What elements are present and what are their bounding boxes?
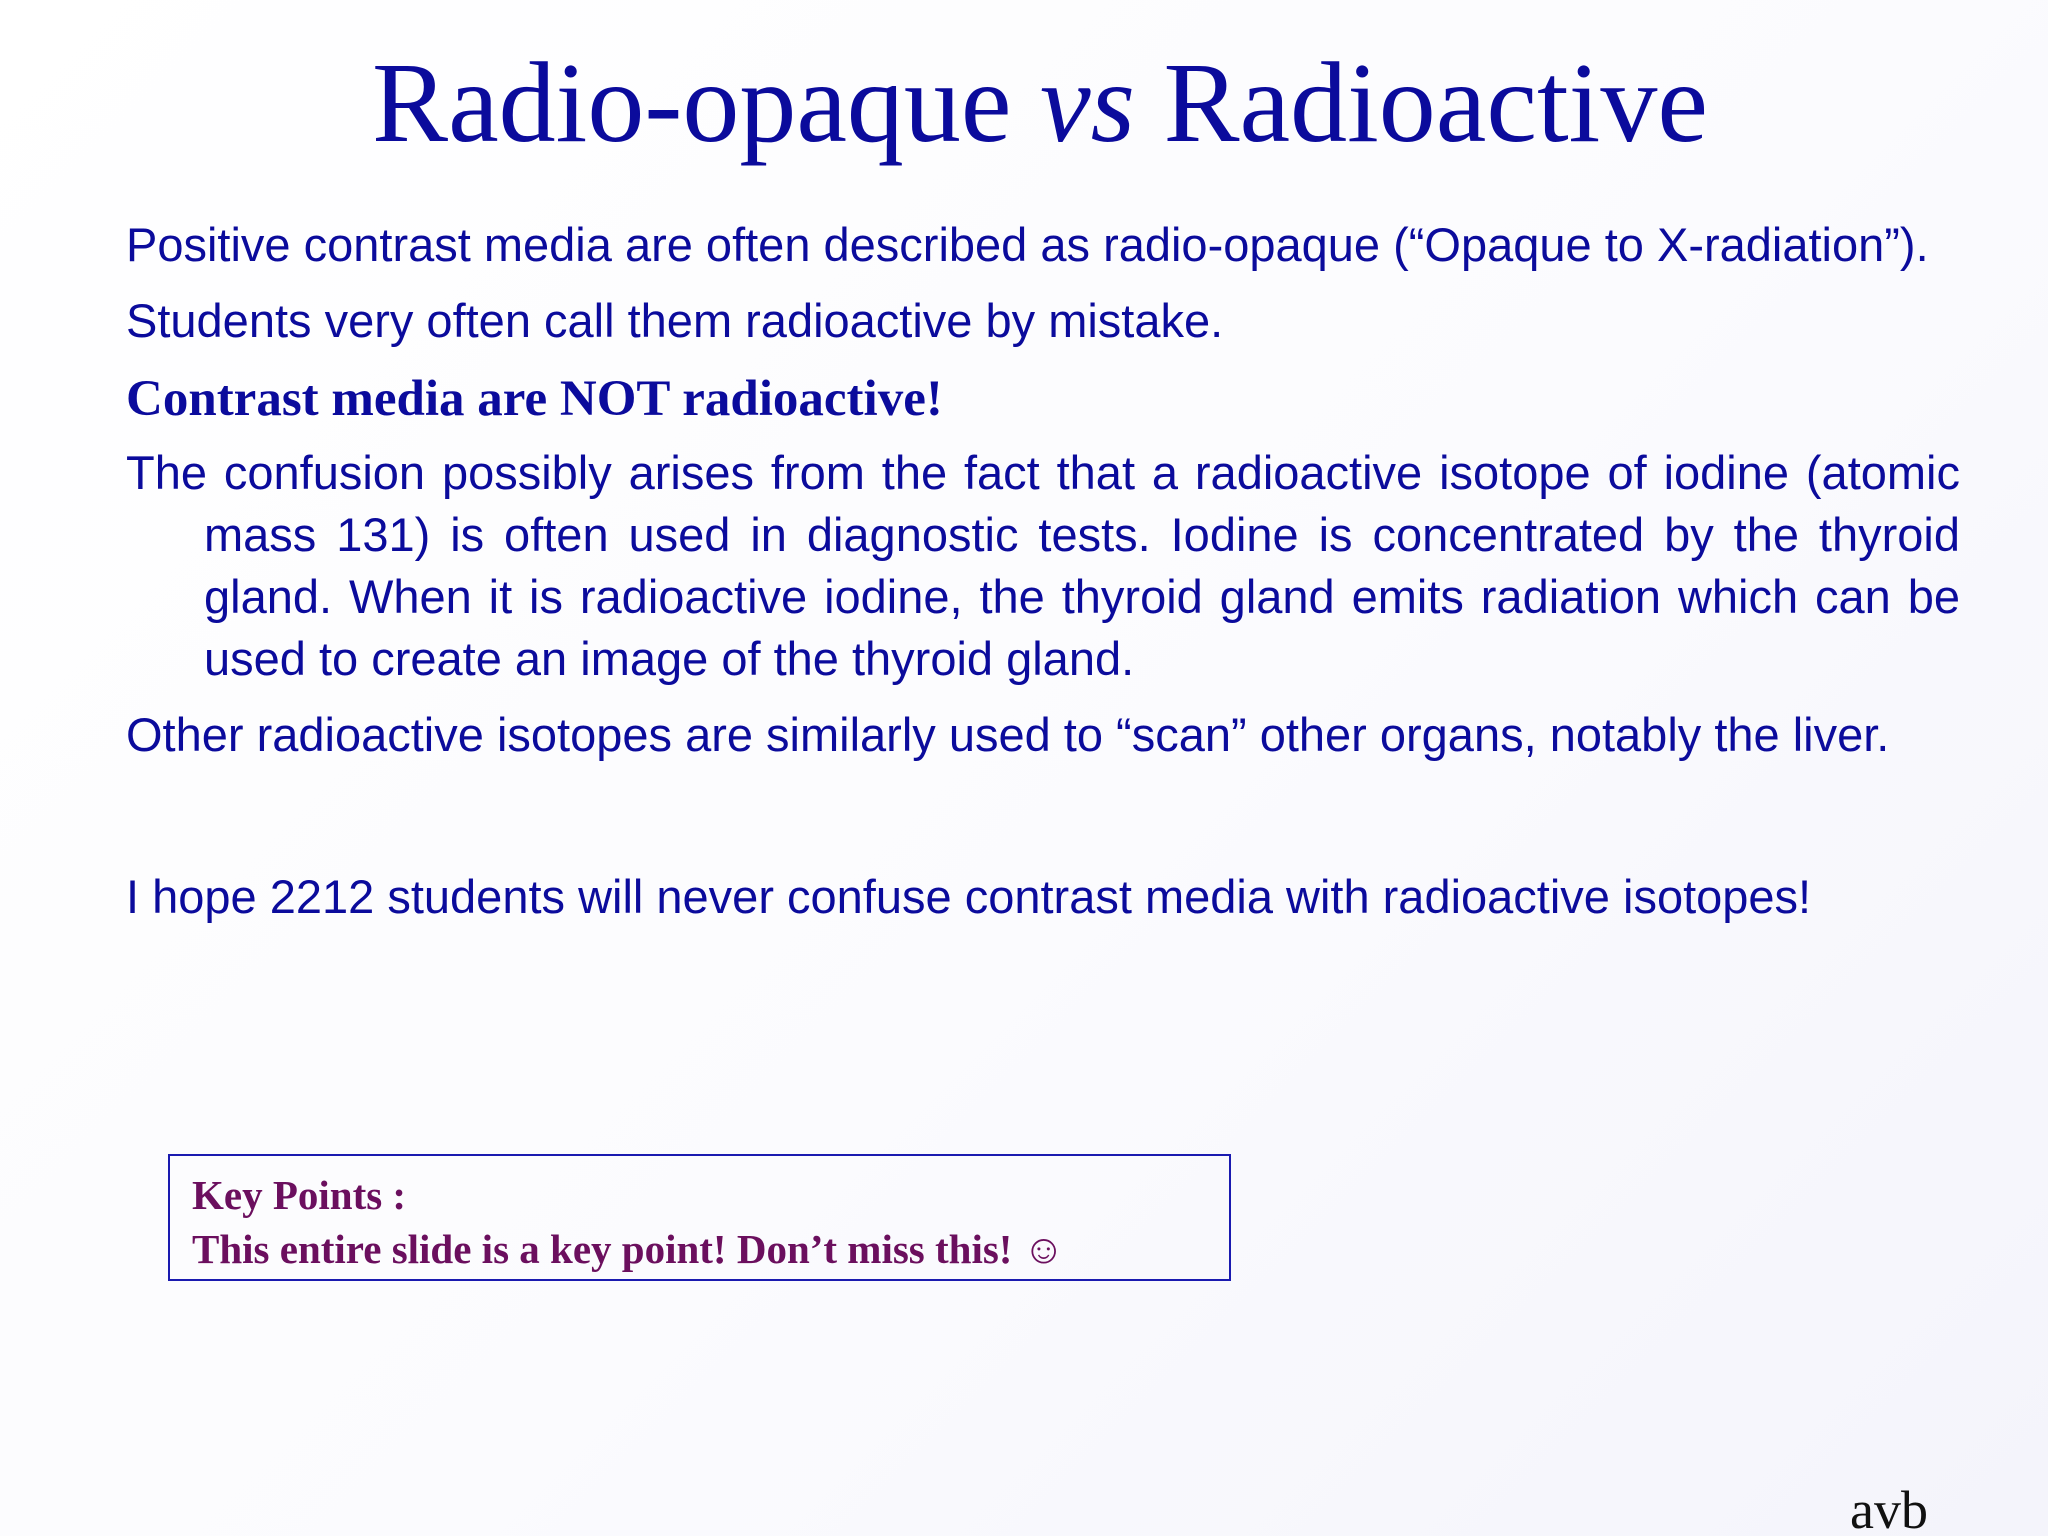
paragraph-not-radioactive: Contrast media are NOT radioactive!: [126, 371, 943, 427]
paragraph-other-isotopes: Other radioactive isotopes are similarly used to “scan” other organs, notably the liver.: [126, 708, 1890, 761]
author-initials: avb: [1850, 1480, 1928, 1536]
title-italic: vs: [1040, 39, 1135, 166]
slide-body: [126, 214, 1960, 942]
slide-title: [0, 38, 2048, 168]
paragraph-radio-opaque: Positive contrast media are often described as radio-opaque (“Opaque to X-radiation”).: [126, 218, 1929, 271]
paragraph-confusion: The confusion possibly arises from the fact that a radioactive isotope of iodine (atomic mass 131) is often used in diagnostic tests. Iodine is concentrated by the thyroid gland. When it is radioactive iodine, the thyroid gland emits radiation which can be used to create an image of the thyroid gland.: [126, 446, 1960, 685]
key-points-heading: Key Points :: [192, 1172, 407, 1218]
key-points-text: This entire slide is a key point! Don’t miss this! ☺: [192, 1226, 1065, 1272]
paragraph-students-mistake: Students very often call them radioactive by mistake.: [126, 294, 1224, 347]
title-part-2: Radioactive: [1134, 39, 1708, 166]
title-part-1: Radio-opaque: [372, 39, 1041, 166]
key-points-box: [168, 1154, 1231, 1281]
paragraph-hope: I hope 2212 students will never confuse contrast media with radioactive isotopes!: [126, 870, 1812, 923]
spacer: [126, 780, 1960, 866]
